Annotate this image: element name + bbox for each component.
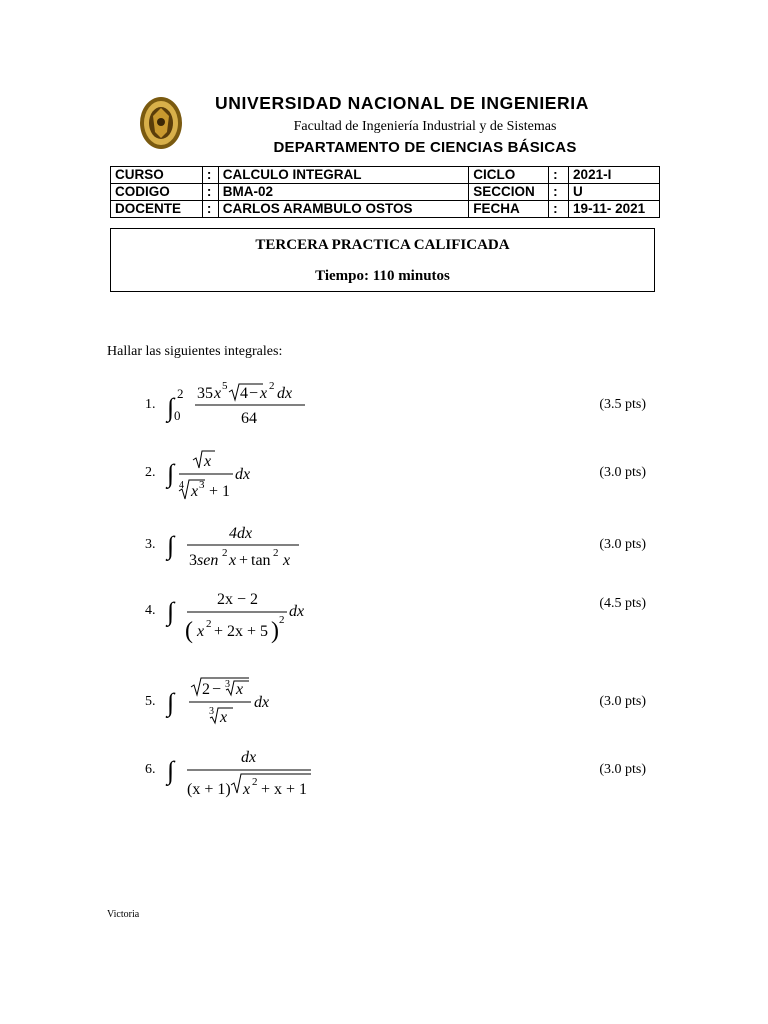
plus-sign: + [239, 552, 249, 569]
separator: : [202, 184, 218, 201]
integral-sign: ∫ [167, 597, 175, 626]
radicand-constant: 2 [202, 681, 210, 698]
differential: dx [254, 694, 270, 711]
numerator: 4dx [229, 525, 253, 542]
variable-x: x [197, 623, 205, 640]
problem-points: (3.0 pts) [599, 694, 646, 709]
section-value: U [569, 184, 660, 201]
teacher-label: DOCENTE [111, 201, 203, 218]
table-row [111, 167, 660, 184]
faculty-name: Facultad de Ingeniería Industrial y de Sistemas [293, 119, 557, 134]
radicand-exponent: 3 [199, 479, 205, 491]
minus-sign: − [212, 681, 222, 698]
variable-x: x [229, 552, 237, 569]
root-index: 3 [209, 706, 214, 717]
code-value: BMA-02 [218, 184, 468, 201]
problem-points: (4.5 pts) [599, 596, 646, 611]
integral-sign: ∫ [167, 688, 175, 717]
problem-3 [0, 520, 768, 572]
table-row [111, 201, 660, 218]
exam-title-box [110, 228, 655, 292]
problem-2-formula [165, 448, 275, 504]
differential: dx [277, 385, 293, 402]
root-index: 4 [179, 480, 184, 491]
date-value: 19-11- 2021 [569, 201, 660, 218]
upper-limit: 2 [177, 386, 184, 401]
university-name: UNIVERSIDAD NACIONAL DE INGENIERIA [215, 93, 589, 113]
separator: : [549, 167, 569, 184]
problem-3-formula [165, 520, 315, 574]
radicand-exponent: 2 [269, 380, 275, 392]
problem-points: (3.0 pts) [599, 465, 646, 480]
department-name: DEPARTAMENTO DE CIENCIAS BÁSICAS [273, 139, 577, 156]
exponent: 2 [273, 547, 279, 559]
problem-6-formula [165, 745, 325, 801]
code-label: CODIGO [111, 184, 203, 201]
exponent: 2 [206, 618, 212, 630]
problem-6 [0, 745, 768, 799]
radicand-x: x [204, 453, 212, 470]
problem-number: 6. [145, 762, 156, 777]
table-row [111, 184, 660, 201]
problem-4 [0, 586, 768, 646]
problem-2 [0, 448, 768, 502]
instructions: Hallar las siguientes integrales: [107, 344, 283, 359]
radicand-x: x [243, 781, 251, 798]
radicand-constant: 4 [240, 385, 248, 402]
problem-1 [0, 380, 768, 430]
right-paren: ) [271, 618, 279, 644]
date-label: FECHA [469, 201, 549, 218]
cycle-label: CICLO [469, 167, 549, 184]
cycle-value: 2021-I [569, 167, 660, 184]
exam-title: TERCERA PRACTICA CALIFICADA [255, 237, 510, 253]
outer-exponent: 2 [279, 614, 285, 626]
integral-sign: ∫ [167, 459, 175, 488]
footer-note: Victoria [107, 909, 140, 920]
differential: dx [235, 466, 251, 483]
exponent: 2 [222, 547, 228, 559]
denominator-rest: + 2x + 5 [214, 623, 269, 640]
exam-time: Tiempo: 110 minutos [315, 268, 450, 284]
numerator: 2x − 2 [217, 591, 259, 608]
coefficient: 35 [197, 385, 213, 402]
integral-sign: ∫ [167, 756, 175, 785]
exponent: 5 [222, 380, 228, 392]
separator: : [202, 201, 218, 218]
radicand-x: x [236, 681, 244, 698]
factor: (x + 1) [187, 781, 231, 798]
problem-5-formula [165, 677, 285, 733]
problem-points: (3.0 pts) [599, 537, 646, 552]
lower-limit: 0 [174, 408, 181, 423]
numerator: dx [241, 749, 257, 766]
sen-function: sen [197, 552, 219, 569]
problem-number: 4. [145, 603, 156, 618]
problem-1-formula [165, 380, 315, 432]
problem-5 [0, 677, 768, 731]
root-index: 3 [225, 679, 230, 690]
separator: : [549, 201, 569, 218]
problem-number: 2. [145, 465, 156, 480]
problem-number: 1. [145, 397, 156, 412]
teacher-value: CARLOS ARAMBULO OSTOS [218, 201, 468, 218]
course-value: CALCULO INTEGRAL [218, 167, 468, 184]
radicand-x: x [220, 709, 228, 726]
section-label: SECCION [469, 184, 549, 201]
radicand-x: x [260, 385, 268, 402]
minus-sign: − [249, 385, 259, 402]
problem-number: 3. [145, 537, 156, 552]
radicand-rest: + x + 1 [261, 781, 308, 798]
course-label: CURSO [111, 167, 203, 184]
variable-x: x [214, 385, 222, 402]
differential: dx [289, 603, 305, 620]
problem-points: (3.0 pts) [599, 762, 646, 777]
separator: : [202, 167, 218, 184]
denominator-rest: + 1 [209, 483, 231, 500]
integral-sign: ∫ [167, 531, 175, 560]
separator: : [549, 184, 569, 201]
variable-x: x [283, 552, 291, 569]
problem-4-formula [165, 586, 315, 648]
tan-function: tan [251, 552, 271, 569]
left-paren: ( [185, 618, 193, 644]
course-info-table [110, 166, 660, 218]
problem-points: (3.5 pts) [599, 397, 646, 412]
coefficient: 3 [189, 552, 197, 569]
radicand-exponent: 2 [252, 776, 258, 788]
problem-number: 5. [145, 694, 156, 709]
denominator: 64 [241, 410, 257, 427]
radicand-x: x [191, 483, 199, 500]
integral-sign: ∫ [167, 393, 175, 422]
